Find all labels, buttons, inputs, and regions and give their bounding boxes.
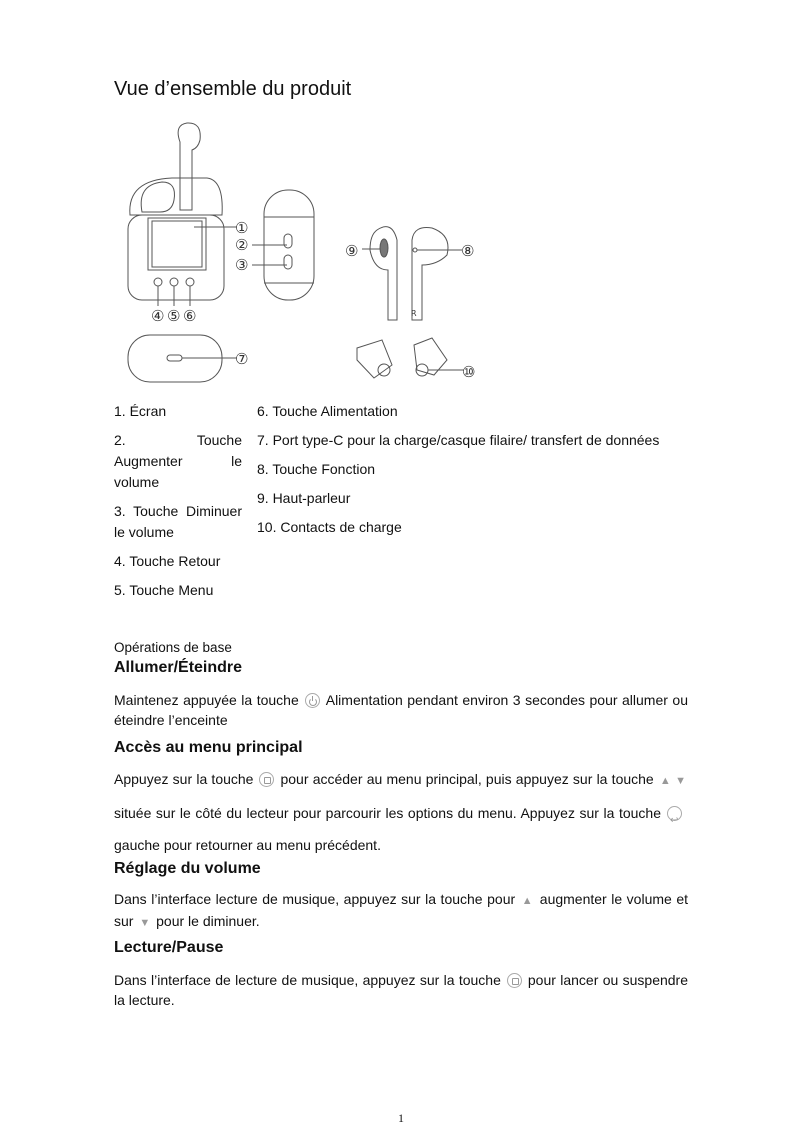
operations-subtitle: Opérations de base — [114, 640, 232, 655]
part-item: 7. Port type-C pour la charge/casque filaire/ transfert de données — [257, 432, 660, 448]
power-icon — [305, 693, 320, 708]
callout-7: ⑦ — [235, 350, 249, 368]
part-item: 10. Contacts de charge — [257, 519, 402, 535]
part-item: 8. Touche Fonction — [257, 461, 376, 477]
earbud-mark: R — [411, 309, 417, 318]
up-arrow-icon: ▲ — [521, 895, 534, 907]
earbuds — [357, 227, 464, 378]
charging-case-bottom — [128, 335, 237, 382]
part-item: 4. Touche Retour — [114, 553, 221, 569]
volume-heading: Réglage du volume — [114, 860, 261, 877]
callout-1: ① — [235, 219, 249, 237]
part-item: 1. Écran — [114, 403, 167, 419]
part-item: 9. Haut-parleur — [257, 490, 351, 506]
callout-6: ⑥ — [183, 307, 197, 325]
callout-10: ⑩ — [462, 363, 476, 381]
down-arrow-icon: ▼ — [139, 917, 151, 929]
callout-2: ② — [235, 236, 249, 254]
part-item: 2. Touche Augmenter le volume — [114, 432, 242, 490]
callout-9: ⑨ — [345, 242, 359, 260]
callout-3: ③ — [235, 256, 249, 274]
back-icon — [667, 806, 682, 821]
callout-8: ⑧ — [461, 242, 475, 260]
volume-text: Dans l’interface lecture de musique, appuyez sur la touche pour ▲ augmenter le volume et sur ▼ pour le diminuer. — [114, 891, 689, 929]
menu-icon — [259, 772, 274, 787]
page-number: 1 — [398, 1111, 404, 1125]
page-title: Vue d’ensemble du produit — [114, 78, 352, 100]
part-item: 5. Touche Menu — [114, 582, 214, 598]
charging-case-front — [128, 123, 237, 306]
charging-case-side — [252, 190, 314, 300]
part-item: 3. Touche Diminuer le volume — [114, 503, 242, 540]
menu-text: Appuyez sur la touche pour accéder au menu principal, puis appuyez sur la touche ▲ ▼ située sur le côté du lecteur pour parcourir les options du menu. Appuyez sur la touche↩ gauche pour retourner au menu précédent. — [114, 763, 688, 861]
menu-heading: Accès au menu principal — [114, 739, 303, 756]
up-arrow-icon: ▲ — [659, 775, 672, 787]
parts-list-left — [114, 401, 242, 609]
callout-5: ⑤ — [167, 307, 181, 325]
play-text: Dans l’interface de lecture de musique, appuyez sur la touche pour lancer ou suspendre la lecture. — [114, 972, 688, 1008]
menu-icon — [507, 973, 522, 988]
product-diagram — [112, 120, 492, 385]
power-text: Maintenez appuyée la touche Alimentation pendant environ 3 secondes pour allumer ou éteindre l’enceinte — [114, 692, 688, 728]
callout-4: ④ — [151, 307, 165, 325]
play-heading: Lecture/Pause — [114, 939, 224, 956]
parts-list-right — [257, 401, 697, 546]
part-item: 6. Touche Alimentation — [257, 403, 398, 419]
down-arrow-icon: ▼ — [675, 775, 687, 787]
power-heading: Allumer/Éteindre — [114, 659, 243, 676]
